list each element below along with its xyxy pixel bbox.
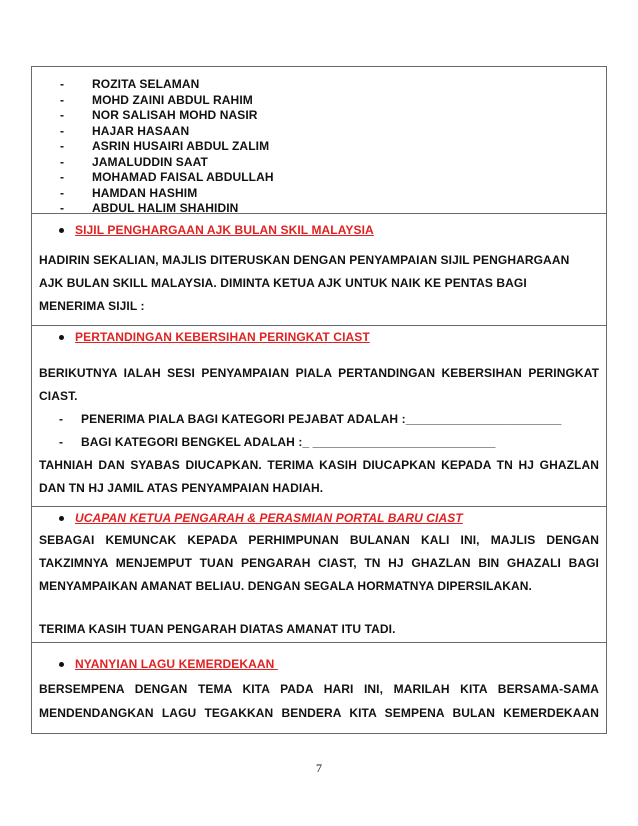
ucapan-heading: UCAPAN KETUA PENGARAH & PERASMIAN PORTAL BARU CIAST	[32, 507, 606, 529]
ucapan-text-line: TAKZIMNYA MENJEMPUT TUAN PENGARAH CIAST, TN HJ GHAZLAN BIN GHAZALI BAGI	[39, 556, 599, 570]
bullet-icon	[59, 228, 64, 233]
sijil-text-line: MENERIMA SIJIL :	[39, 299, 145, 313]
list-item: - ROZITA SELAMAN	[60, 77, 200, 91]
kebersihan-text-line: CIAST.	[39, 389, 78, 403]
names-list	[32, 67, 606, 217]
kebersihan-item: - PENERIMA PIALA BAGI KATEGORI PEJABAT ADALAH :_______________________	[59, 412, 562, 426]
kebersihan-row	[32, 326, 606, 507]
kebersihan-text-line: TAHNIAH DAN SYABAS DIUCAPKAN. TERIMA KASIH DIUCAPKAN KEPADA TN HJ GHAZLAN	[39, 458, 599, 472]
kebersihan-text-line: BERIKUTNYA IALAH SESI PENYAMPAIAN PIALA PERTANDINGAN KEBERSIHAN PERINGKAT	[39, 366, 599, 380]
ucapan-text-line: MENYAMPAIKAN AMANAT BELIAU. DENGAN SEGALA HORMATNYA DIPERSILAKAN.	[39, 579, 532, 593]
names-row	[32, 67, 606, 214]
kebersihan-text-line: DAN TN HJ JAMIL ATAS PENYAMPAIAN HADIAH.	[39, 481, 324, 495]
nyanyian-heading: NYANYIAN LAGU KEMERDEKAAN	[32, 653, 606, 675]
nyanyian-text-line: MENDENDANGKAN LAGU TEGAKKAN BENDERA KITA SEMPENA BULAN KEMERDEKAAN	[39, 706, 599, 720]
page-number: 7	[316, 761, 322, 775]
bullet-icon	[59, 516, 64, 521]
list-item: - MOHD ZAINI ABDUL RAHIM	[60, 92, 253, 107]
sijil-heading: SIJIL PENGHARGAAN AJK BULAN SKIL MALAYSIA	[32, 219, 606, 241]
list-item: - ABDUL HALIM SHAHIDIN	[60, 201, 239, 215]
ucapan-text-line: SEBAGAI KEMUNCAK KEPADA PERHIMPUNAN BULANAN KALI INI, MAJLIS DENGAN	[39, 533, 599, 547]
list-item: - JAMALUDDIN SAAT	[60, 154, 208, 169]
sijil-text-line: AJK BULAN SKILL MALAYSIA. DIMINTA KETUA AJK UNTUK NAIK KE PENTAS BAGI	[39, 276, 527, 290]
list-item: - MOHAMAD FAISAL ABDULLAH	[60, 170, 274, 184]
ucapan-row	[32, 507, 606, 643]
list-item: - ASRIN HUSAIRI ABDUL ZALIM	[60, 139, 270, 153]
nyanyian-row	[32, 643, 606, 735]
sijil-row	[32, 214, 606, 326]
list-item: - NOR SALISAH MOHD NASIR	[60, 108, 258, 122]
list-item: - HAMDAN HASHIM	[60, 185, 198, 200]
kebersihan-heading: PERTANDINGAN KEBERSIHAN PERINGKAT CIAST	[32, 326, 606, 348]
list-item: - HAJAR HASAAN	[60, 123, 190, 138]
ucapan-text-line: TERIMA KASIH TUAN PENGARAH DIATAS AMANAT ITU TADI.	[39, 622, 396, 636]
kebersihan-item: - BAGI KATEGORI BENGKEL ADALAH :_ ___________________________	[59, 435, 496, 449]
sijil-text-line: HADIRIN SEKALIAN, MAJLIS DITERUSKAN DENGAN PENYAMPAIAN SIJIL PENGHARGAAN	[39, 253, 570, 267]
document-table	[31, 66, 607, 734]
bullet-icon	[59, 335, 64, 340]
bullet-icon	[59, 662, 64, 667]
nyanyian-text-line: BERSEMPENA DENGAN TEMA KITA PADA HARI INI, MARILAH KITA BERSAMA-SAMA	[39, 682, 599, 696]
